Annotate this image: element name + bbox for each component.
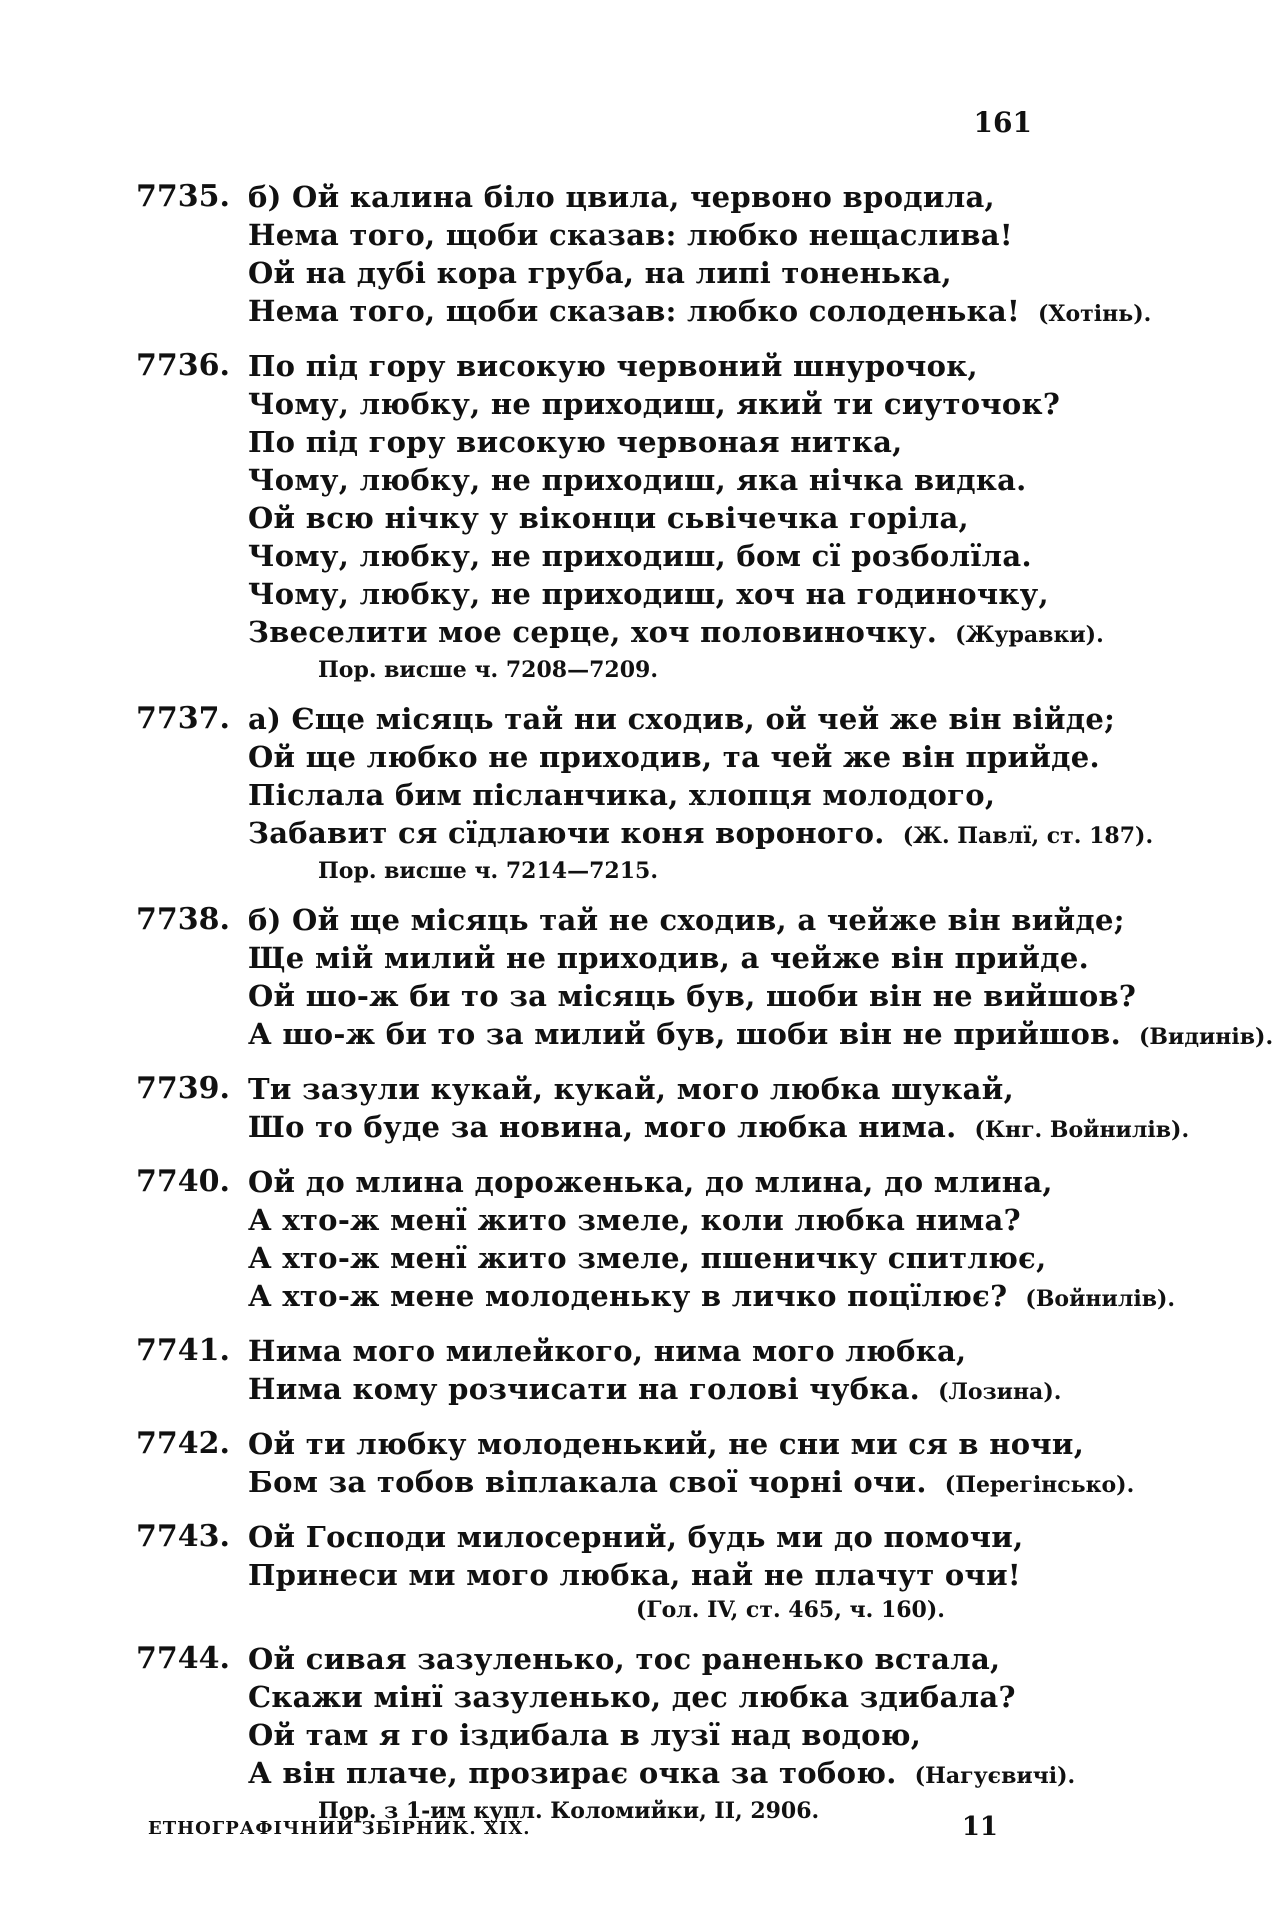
- page-footer: [148, 1812, 998, 1842]
- verse-line-last: Бом за тобов віплакала свої чорні очи. (Перегінсько).: [248, 1465, 1135, 1499]
- verse-line: Ой шо-ж би то за місяць був, шоби він не вийшов?: [248, 979, 1137, 1013]
- verse-line: Ой сивая зазуленько, тос раненько встала,: [248, 1642, 1001, 1676]
- entry-number: 7737.: [136, 701, 230, 736]
- place-name: (Ж. Павлї, ст. 187).: [902, 823, 1154, 849]
- verse-line: Чому, любку, не приходиш, хоч на годиночку,: [248, 577, 1049, 611]
- entry-7741: [0, 1332, 1140, 1411]
- verse-line: Ой всю нічку у віконци сьвічечка горіла,: [248, 501, 969, 535]
- verse-line-last: Забавит ся сїдлаючи коня вороного. (Ж. Павлї, ст. 187).: [248, 816, 1154, 850]
- verse-line: Ще мій милий не приходив, а чейже він прийде.: [248, 941, 1090, 975]
- verse-line: Чому, любку, не приходиш, яка нічка видка.: [248, 463, 1027, 497]
- verse-line: Ой ти любку молоденький, не сни ми ся в ночи,: [248, 1427, 1085, 1461]
- entry-number: 7735.: [136, 179, 230, 214]
- verse-line: Чому, любку, не приходиш, бом сї розболїла.: [248, 539, 1032, 573]
- verse-line: Післала бим післанчика, хлопця молодого,: [248, 778, 996, 812]
- verse-line: Ой на дубі кора груба, на липі тоненька,: [248, 256, 952, 290]
- entry-7735: [0, 178, 1152, 333]
- place-name: (Журавки).: [955, 622, 1104, 648]
- verse-line: б) Ой калина біло цвила, червоно вродила,: [248, 180, 995, 214]
- entry-number: 7742.: [136, 1426, 230, 1461]
- verse-line: А хто-ж менї жито змеле, коли любка нима?: [248, 1203, 1021, 1237]
- verse-line: Скажи мінї зазуленько, дес любка здибала?: [248, 1680, 1016, 1714]
- verse-line: Ой Господи милосерний, будь ми до помочи,: [248, 1520, 1024, 1554]
- entry-number: 7740.: [136, 1164, 230, 1199]
- verse-line: Принеси ми мого любка, най не плачут очи!: [248, 1558, 1021, 1592]
- entry-7744: [0, 1640, 1140, 1827]
- place-name: (Лозина).: [938, 1379, 1062, 1405]
- verse-line-last: Нема того, щоби сказав: любко солоденька! (Хотінь).: [248, 294, 1152, 328]
- page-number: 161: [973, 106, 1032, 139]
- verse-line-last: А хто-ж мене молоденьку в личко поцїлює? (Войнилів).: [248, 1279, 1176, 1313]
- place-name: (Нагуєвичі).: [914, 1763, 1076, 1789]
- verse-line-last: А шо-ж би то за милий був, шоби він не прийшов. (Видинів).: [248, 1017, 1273, 1051]
- verse-line: Ой там я го іздибала в лузї над водою,: [248, 1718, 922, 1752]
- verse-line: По під гору високую червоний шнурочок,: [248, 349, 978, 383]
- entry-7742: [0, 1425, 1140, 1504]
- entry-7740: [0, 1163, 1176, 1318]
- entry-number: 7739.: [136, 1071, 230, 1106]
- place-name: (Видинів).: [1139, 1024, 1273, 1050]
- entry-number: 7743.: [136, 1519, 230, 1554]
- verse-line: б) Ой ще місяць тай не сходив, а чейже він вийде;: [248, 903, 1125, 937]
- entry-number: 7744.: [136, 1641, 230, 1676]
- verse-line-last: А він плаче, прозирає очка за тобою. (Нагуєвичі).: [248, 1756, 1076, 1790]
- verse-line: Ой ще любко не приходив, та чей же він прийде.: [248, 740, 1100, 774]
- cross-reference: Пор. висше ч. 7214—7215.: [318, 858, 658, 884]
- place-name: (Перегінсько).: [944, 1472, 1135, 1498]
- verse-line: Ой до млина дороженька, до млина, до млина,: [248, 1165, 1053, 1199]
- place-name: (Войнилів).: [1025, 1286, 1176, 1312]
- entry-7736: [0, 347, 1140, 686]
- entry-7743: [0, 1518, 1140, 1626]
- entry-7738: [0, 901, 1273, 1056]
- verse-line-last: Шо то буде за новина, мого любка нима. (Кнг. Войнилів).: [248, 1110, 1190, 1144]
- verse-line: Чому, любку, не приходиш, який ти сиуточок?: [248, 387, 1061, 421]
- verse-line: А хто-ж менї жито змеле, пшеничку спитлює,: [248, 1241, 1047, 1275]
- verse-line: а) Єще місяць тай ни сходив, ой чей же він війде;: [248, 702, 1116, 736]
- entry-7739: [0, 1070, 1190, 1149]
- verse-line: Нема того, щоби сказав: любко нещаслива!: [248, 218, 1013, 252]
- place-name: (Хотінь).: [1038, 301, 1152, 327]
- verse-line-last: Звеселити мое серце, хоч половиночку. (Журавки).: [248, 615, 1104, 649]
- entry-number: 7736.: [136, 348, 230, 383]
- cross-reference: Пор. висше ч. 7208—7209.: [318, 657, 658, 683]
- verse-line: Ти зазули кукай, кукай, мого любка шукай,: [248, 1072, 1014, 1106]
- entry-number: 7741.: [136, 1333, 230, 1368]
- entry-number: 7738.: [136, 902, 230, 937]
- verse-line-last: Нима кому розчисати на голові чубка. (Лозина).: [248, 1372, 1062, 1406]
- cross-reference: Пор. з 1-им купл. Коломийки, II, 2906.: [318, 1798, 820, 1824]
- source-reference: (Гол. IV, ст. 465, ч. 160).: [636, 1597, 945, 1623]
- place-name: (Кнг. Войнилів).: [974, 1117, 1190, 1143]
- verse-line: По під гору високую червоная нитка,: [248, 425, 903, 459]
- signature-mark: 11: [961, 1812, 998, 1842]
- entries: [0, 178, 1273, 1841]
- footer-title: ЕТНОГРАФІЧНИЙ ЗБІРНИК. XIX.: [148, 1818, 531, 1839]
- verse-line: Нима мого милейкого, нима мого любка,: [248, 1334, 967, 1368]
- entry-7737: [0, 700, 1154, 887]
